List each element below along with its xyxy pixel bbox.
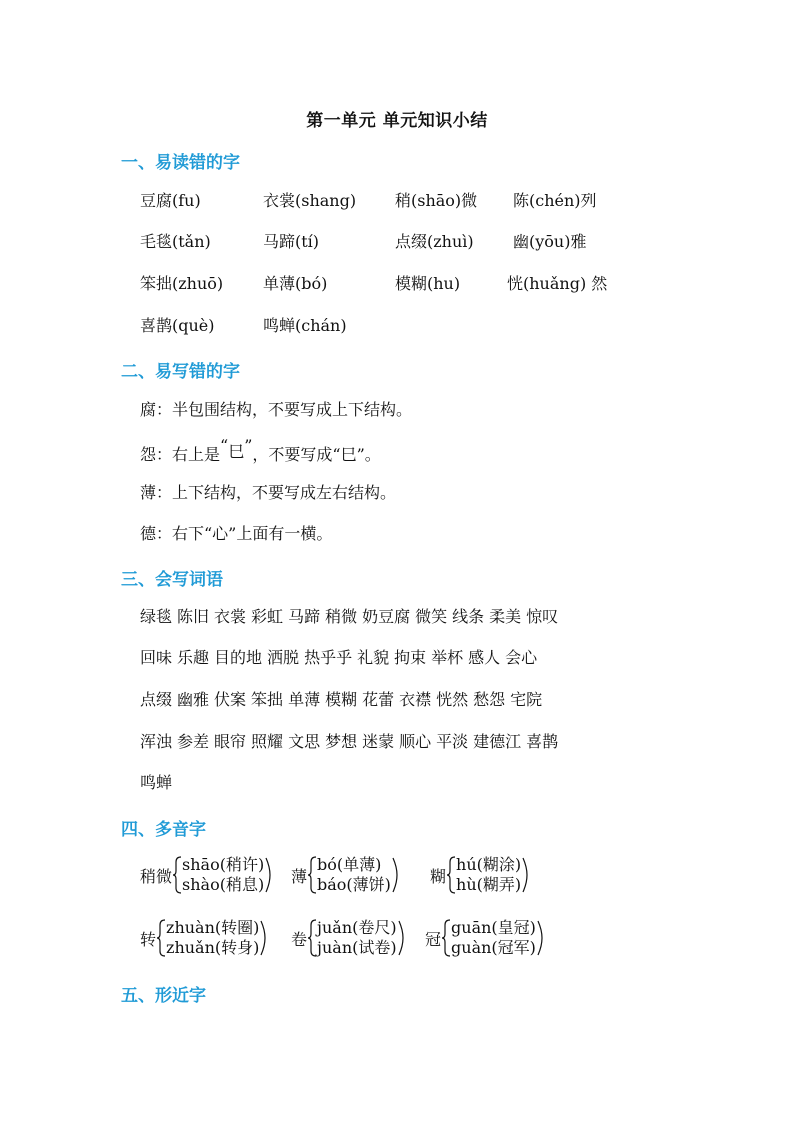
close-brace-icon [398, 918, 404, 958]
reading-item: 毛毯(tǎn) [140, 232, 211, 251]
section-heading-easy-misread: 一、易读错的字 [121, 153, 240, 173]
vocab-word: 衣襟 [399, 690, 432, 709]
reading-item: 幽(yōu)雅 [513, 232, 587, 251]
reading-item: 喜鹊(què) [140, 316, 215, 335]
vocab-word: 文思 [288, 732, 321, 751]
close-brace-icon [522, 855, 528, 895]
vocab-word: 单薄 [288, 690, 321, 709]
polyphone-readings [317, 918, 397, 958]
polyphone-group [291, 855, 398, 895]
vocab-row [140, 690, 547, 710]
brace-icon [308, 918, 317, 958]
vocab-word: 鸣蝉 [140, 773, 173, 792]
reading-item: 豆腐(fu) [140, 191, 201, 210]
reading-2: juàn(试卷) [317, 938, 397, 957]
section-heading-polyphones: 四、多音字 [121, 820, 206, 840]
vocab-word: 乐趣 [177, 648, 210, 667]
vocab-word: 陈旧 [177, 607, 210, 626]
writing-note: 薄：上下结构，不要写成左右结构。 [140, 483, 397, 502]
vocab-word: 彩虹 [251, 607, 284, 626]
quote-mark: ” [244, 436, 253, 455]
vocab-word: 笨拙 [251, 690, 284, 709]
polyphone-readings [456, 855, 521, 895]
vocab-word: 愁怨 [473, 690, 506, 709]
polyphone-char: 转 [140, 929, 157, 949]
writing-note: 德：右下“心”上面有一横。 [140, 524, 333, 543]
polyphone-group [291, 918, 404, 958]
writing-note: 腐：半包围结构，不要写成上下结构。 [140, 400, 413, 419]
vocab-word: 热乎乎 [304, 648, 353, 667]
section-heading-similar-chars: 五、形近字 [121, 986, 206, 1006]
vocab-word: 礼貌 [357, 648, 390, 667]
character-sample: 巳 [228, 442, 245, 461]
brace-icon [308, 855, 317, 895]
vocab-word: 眼帘 [214, 732, 247, 751]
polyphone-char: 稍微 [140, 866, 173, 886]
vocab-word: 参差 [177, 732, 210, 751]
brace-icon [173, 855, 182, 895]
section-heading-vocabulary: 三、会写词语 [121, 570, 223, 590]
reading-1: shāo(稍许) [182, 855, 265, 874]
reading-item: 稍(shāo)微 [395, 191, 478, 210]
vocab-word: 柔美 [489, 607, 522, 626]
polyphone-char: 冠 [425, 929, 442, 949]
vocab-word: 洒脱 [267, 648, 300, 667]
reading-item: 马蹄(tí) [263, 232, 320, 251]
reading-2: guàn(冠军) [451, 938, 536, 957]
polyphone-group [140, 855, 271, 895]
reading-2: zhuǎn(转身) [166, 938, 260, 957]
polyphone-group [425, 918, 543, 958]
vocab-word: 喜鹊 [526, 732, 559, 751]
vocab-word: 平淡 [436, 732, 469, 751]
polyphone-readings [182, 855, 264, 895]
close-brace-icon [537, 918, 543, 958]
reading-item: 陈(chén)列 [513, 191, 597, 210]
reading-item: 模糊(hu) [395, 274, 461, 293]
polyphone-char: 薄 [291, 866, 308, 886]
close-brace-icon [392, 855, 398, 895]
vocab-word: 迷蒙 [362, 732, 395, 751]
vocab-word: 会心 [505, 648, 538, 667]
vocab-word: 花蕾 [362, 690, 395, 709]
vocab-row [140, 607, 563, 627]
vocab-row [140, 732, 563, 752]
vocab-word: 模糊 [325, 690, 358, 709]
vocab-word: 宅院 [510, 690, 543, 709]
vocab-word: 浑浊 [140, 732, 173, 751]
polyphone-group [140, 918, 266, 958]
vocab-word: 目的地 [214, 648, 263, 667]
vocab-word: 顺心 [399, 732, 432, 751]
writing-note [140, 436, 381, 465]
reading-2: hù(糊弄) [456, 875, 522, 894]
reading-item: 鸣蝉(chán) [263, 316, 347, 335]
reading-item: 衣裳(shang) [263, 191, 357, 210]
polyphone-readings [166, 918, 259, 958]
reading-1: guān(皇冠) [451, 918, 536, 937]
vocab-word: 惊叹 [526, 607, 559, 626]
reading-item: 点缀(zhuì) [395, 232, 474, 251]
vocab-word: 照耀 [251, 732, 284, 751]
reading-1: zhuàn(转圈) [166, 918, 260, 937]
vocab-word: 伏案 [214, 690, 247, 709]
close-brace-icon [260, 918, 266, 958]
vocab-word: 幽雅 [177, 690, 210, 709]
reading-1: bó(单薄) [317, 855, 382, 874]
reading-2: shào(稍息) [182, 875, 265, 894]
reading-1: juǎn(卷尺) [317, 918, 397, 937]
reading-item: 单薄(bó) [263, 274, 328, 293]
vocab-word: 奶豆腐 [362, 607, 411, 626]
section-heading-easy-miswrite: 二、易写错的字 [121, 362, 240, 382]
polyphone-char: 糊 [430, 866, 447, 886]
reading-item: 恍(huǎng) 然 [507, 274, 608, 293]
brace-icon [447, 855, 456, 895]
polyphone-readings [317, 855, 391, 895]
brace-icon [157, 918, 166, 958]
vocab-word: 回味 [140, 648, 173, 667]
vocab-word: 点缀 [140, 690, 173, 709]
writing-note-text: ，不要写成“巳”。 [252, 445, 381, 464]
vocab-word: 马蹄 [288, 607, 321, 626]
close-brace-icon [265, 855, 271, 895]
vocab-word: 微笑 [415, 607, 448, 626]
brace-icon [442, 918, 451, 958]
vocab-word: 建德江 [473, 732, 522, 751]
vocab-word: 稍微 [325, 607, 358, 626]
reading-2: báo(薄饼) [317, 875, 391, 894]
vocab-row [140, 773, 177, 793]
reading-1: hú(糊涂) [456, 855, 522, 874]
vocab-word: 梦想 [325, 732, 358, 751]
vocab-word: 感人 [468, 648, 501, 667]
vocab-word: 举杯 [431, 648, 464, 667]
polyphone-group [430, 855, 528, 895]
vocab-word: 线条 [452, 607, 485, 626]
reading-item: 笨拙(zhuō) [140, 274, 224, 293]
polyphone-char: 卷 [291, 929, 308, 949]
vocab-word: 拘束 [394, 648, 427, 667]
vocab-row [140, 648, 542, 668]
vocab-word: 恍然 [436, 690, 469, 709]
page-title: 第一单元 单元知识小结 [306, 111, 488, 131]
polyphone-readings [451, 918, 536, 958]
vocab-word: 衣裳 [214, 607, 247, 626]
writing-note-text: 怨：右上是 [140, 445, 221, 464]
quote-mark: “ [220, 436, 229, 455]
vocab-word: 绿毯 [140, 607, 173, 626]
